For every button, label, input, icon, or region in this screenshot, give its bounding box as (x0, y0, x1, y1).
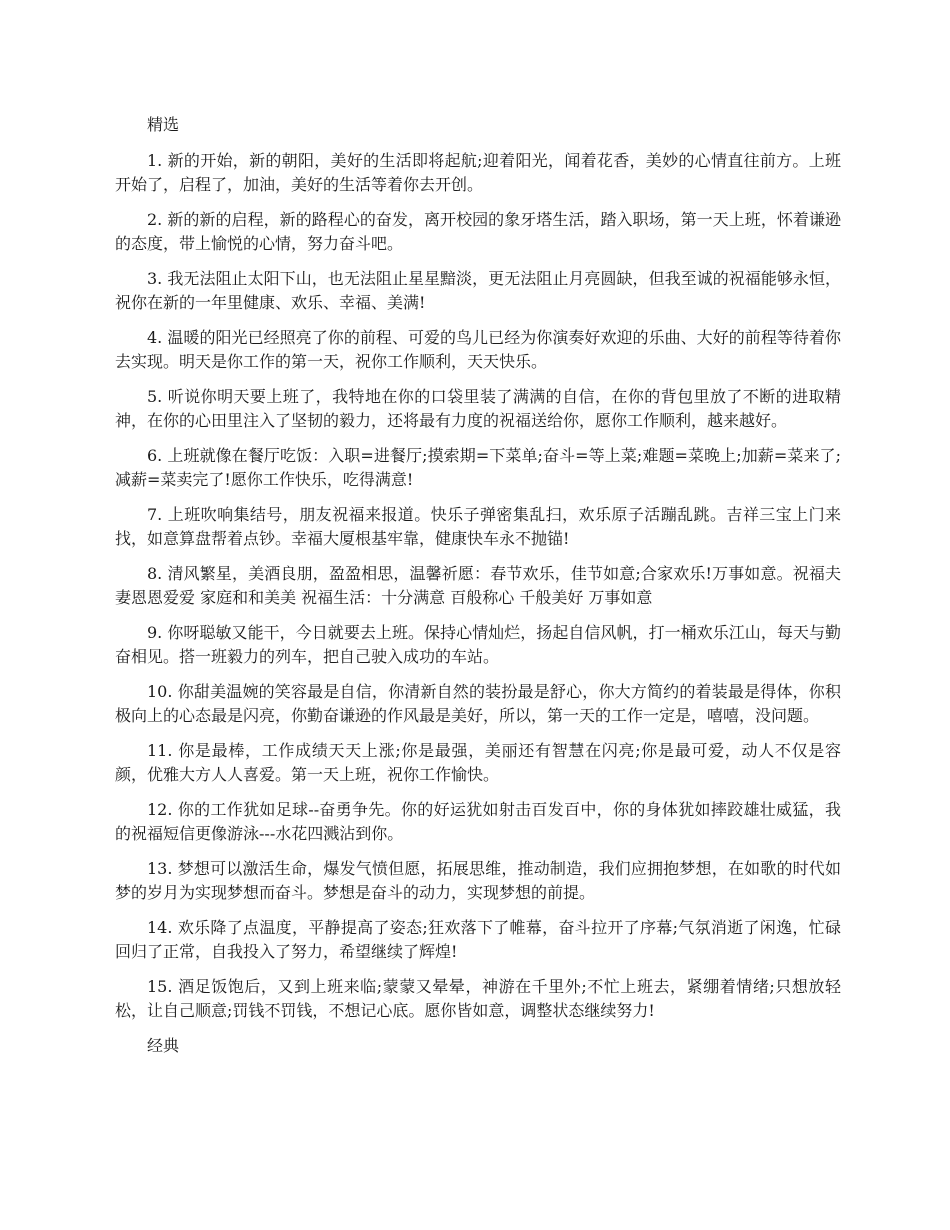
paragraph-2: 2. 新的新的启程，新的路程心的奋发，离开校园的象牙塔生活，踏入职场，第一天上班，怀着谦逊的态度，带上愉悦的心情，努力奋斗吧。 (115, 210, 841, 253)
paragraph-4: 4. 温暖的阳光已经照亮了你的前程、可爱的鸟儿已经为你演奏好欢迎的乐曲、大好的前程等待着你去实现。明天是你工作的第一天，祝你工作顺利，天天快乐。 (115, 328, 841, 371)
paragraph-8: 8. 清风繁星，美酒良朋，盈盈相思，温馨祈愿：春节欢乐，佳节如意;合家欢乐!万事如意。祝福夫妻恩恩爱爱 家庭和和美美 祝福生活：十分满意 百般称心 千般美好 万事如意 (115, 564, 841, 607)
document-page (115, 113, 841, 1070)
paragraph-10: 10. 你甜美温婉的笑容最是自信，你清新自然的装扮最是舒心，你大方简约的着装最是得体，你积极向上的心态最是闪亮，你勤奋谦逊的作风最是美好，所以，第一天的工作一定是，嘻嘻，没问题。 (115, 682, 841, 725)
section-heading-bottom: 经典 (147, 1036, 180, 1055)
paragraph-1: 1. 新的开始，新的朝阳，美好的生活即将起航;迎着阳光，闻着花香，美妙的心情直往前方。上班开始了，启程了，加油，美好的生活等着你去开创。 (115, 151, 841, 194)
paragraph-11: 11. 你是最棒，工作成绩天天上涨;你是最强，美丽还有智慧在闪亮;你是最可爱，动人不仅是容颜，优雅大方人人喜爱。第一天上班，祝你工作愉快。 (115, 741, 841, 784)
paragraph-7: 7. 上班吹响集结号，朋友祝福来报道。快乐子弹密集乱扫，欢乐原子活蹦乱跳。吉祥三宝上门来找，如意算盘帮着点钞。幸福大厦根基牢靠，健康快车永不抛锚! (115, 505, 841, 548)
section-heading-top: 精选 (147, 115, 180, 134)
paragraph-3: 3. 我无法阻止太阳下山，也无法阻止星星黯淡，更无法阻止月亮圆缺，但我至诚的祝福能够永恒，祝你在新的一年里健康、欢乐、幸福、美满! (115, 269, 841, 312)
paragraph-15: 15. 酒足饭饱后，又到上班来临;蒙蒙又晕晕，神游在千里外;不忙上班去，紧绷着情绪;只想放轻松，让自己顺意;罚钱不罚钱，不想记心底。愿你皆如意，调整状态继续努力! (115, 977, 841, 1020)
paragraph-13: 13. 梦想可以激活生命，爆发气愤但愿，拓展思维，推动制造，我们应拥抱梦想，在如歌的时代如梦的岁月为实现梦想而奋斗。梦想是奋斗的动力，实现梦想的前提。 (115, 859, 841, 902)
paragraph-14: 14. 欢乐降了点温度，平静提高了姿态;狂欢落下了帷幕，奋斗拉开了序幕;气氛消逝了闲逸，忙碌回归了正常，自我投入了努力，希望继续了辉煌! (115, 918, 841, 961)
paragraph-12: 12. 你的工作犹如足球--奋勇争先。你的好运犹如射击百发百中，你的身体犹如摔跤雄壮威猛，我的祝福短信更像游泳---水花四溅沾到你。 (115, 800, 841, 843)
paragraph-6: 6. 上班就像在餐厅吃饭：入职=进餐厅;摸索期=下菜单;奋斗=等上菜;难题=菜晚上;加薪=菜来了;减薪=菜卖完了!愿你工作快乐，吃得满意! (115, 446, 841, 489)
paragraph-9: 9. 你呀聪敏又能干，今日就要去上班。保持心情灿烂，扬起自信风帆，打一桶欢乐江山，每天与勤奋相见。搭一班毅力的列车，把自己驶入成功的车站。 (115, 623, 841, 666)
paragraph-5: 5. 听说你明天要上班了，我特地在你的口袋里装了满满的自信，在你的背包里放了不断的进取精神，在你的心田里注入了坚韧的毅力，还将最有力度的祝福送给你，愿你工作顺利，越来越好。 (115, 387, 841, 430)
